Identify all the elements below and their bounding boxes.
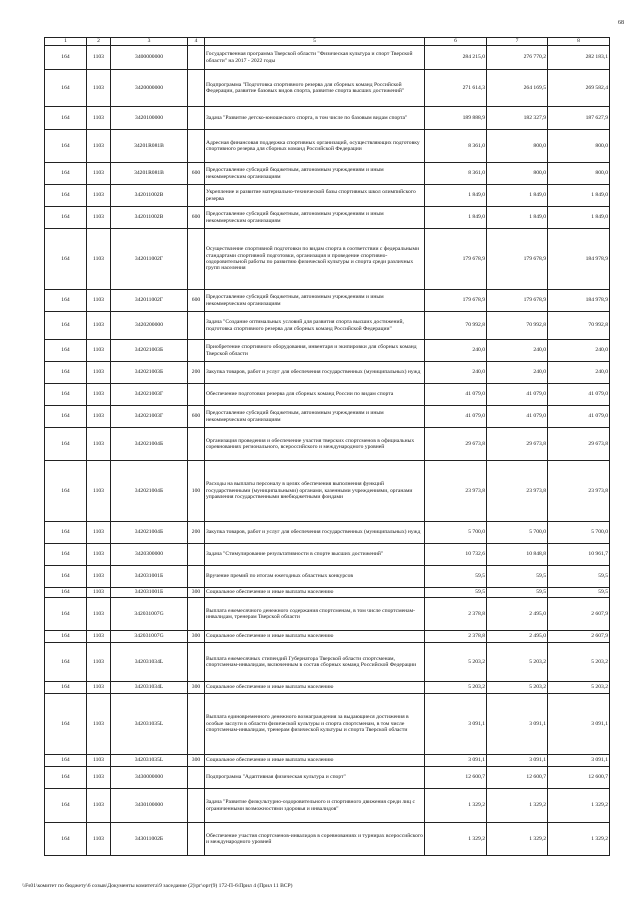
cell-section-code: 1103 xyxy=(87,46,111,70)
cell-amount-year-1: 2 378,8 xyxy=(425,631,487,643)
cell-target-article: 3430100000 xyxy=(111,789,188,823)
cell-amount-year-1: 284 215,0 xyxy=(425,46,487,70)
cell-amount-year-2: 59,5 xyxy=(487,588,548,598)
cell-amount-year-1: 2 378,8 xyxy=(425,598,487,631)
cell-description: Социальное обеспечение и иные выплаты населению xyxy=(205,588,425,598)
cell-section-code: 1103 xyxy=(87,461,111,522)
table-row xyxy=(45,185,610,207)
table-row xyxy=(45,130,610,163)
cell-chapter-code: 164 xyxy=(45,767,87,789)
cell-section-code: 1103 xyxy=(87,384,111,406)
cell-amount-year-2: 59,5 xyxy=(487,566,548,588)
cell-amount-year-2: 2 495,0 xyxy=(487,598,548,631)
cell-amount-year-1: 3 091,1 xyxy=(425,755,487,767)
cell-target-article: 342021004Б xyxy=(111,522,188,544)
cell-amount-year-3: 5 203,2 xyxy=(548,682,610,694)
cell-chapter-code: 164 xyxy=(45,643,87,682)
cell-section-code: 1103 xyxy=(87,229,111,290)
cell-target-article: 3420200000 xyxy=(111,312,188,340)
table-body xyxy=(45,46,610,856)
cell-expense-type xyxy=(188,544,205,566)
cell-description: Задача "Стимулирование результативности в спорте высших достижений" xyxy=(205,544,425,566)
cell-chapter-code: 164 xyxy=(45,312,87,340)
cell-amount-year-2: 41 079,0 xyxy=(487,406,548,428)
cell-description: Выплата ежемесячного денежного содержания спортсменам, в том числе спортсменам-инвалидам, тренерам Тверской области xyxy=(205,598,425,631)
cell-expense-type xyxy=(188,566,205,588)
column-header: 8 xyxy=(548,38,610,46)
cell-description: Укрепление и развитие материально-технической базы спортивных школ олимпийского резерва xyxy=(205,185,425,207)
cell-expense-type xyxy=(188,789,205,823)
cell-expense-type: 600 xyxy=(188,163,205,185)
cell-amount-year-2: 1 849,0 xyxy=(487,185,548,207)
cell-amount-year-3: 41 079,0 xyxy=(548,406,610,428)
cell-amount-year-1: 1 329,2 xyxy=(425,823,487,856)
table-row xyxy=(45,163,610,185)
footer-file-path: \\Fs01\комитет по бюджету\6 созыв\Документы комитета\9 заседание (2)\рг\орг(9) 172-П-6\Прил 4 (Прил 11 ВСР) xyxy=(22,883,293,889)
cell-target-article: 342011002Г xyxy=(111,290,188,312)
cell-chapter-code: 164 xyxy=(45,207,87,229)
cell-description: Задача "Развитие физкультурно-оздоровительного и спортивного движения среди лиц с ограниченными возможностями здоровья и инвалидов" xyxy=(205,789,425,823)
cell-chapter-code: 164 xyxy=(45,340,87,362)
cell-amount-year-3: 800,0 xyxy=(548,130,610,163)
cell-description: Организация проведения и обеспечение участия тверских спортсменов в официальных соревнованиях регионального, всероссийского и международного уровней xyxy=(205,428,425,461)
cell-description: Обеспечение подготовки резерва для сборных команд России по видам спорта xyxy=(205,384,425,406)
cell-expense-type xyxy=(188,70,205,107)
table-row xyxy=(45,46,610,70)
cell-section-code: 1103 xyxy=(87,163,111,185)
cell-amount-year-2: 800,0 xyxy=(487,130,548,163)
table-row xyxy=(45,631,610,643)
table-row xyxy=(45,461,610,522)
cell-target-article: 342021003Б xyxy=(111,362,188,384)
cell-amount-year-3: 2 607,9 xyxy=(548,631,610,643)
cell-amount-year-2: 240,0 xyxy=(487,362,548,384)
cell-amount-year-1: 8 361,0 xyxy=(425,130,487,163)
cell-chapter-code: 164 xyxy=(45,566,87,588)
table-row xyxy=(45,384,610,406)
cell-amount-year-3: 29 673,8 xyxy=(548,428,610,461)
cell-section-code: 1103 xyxy=(87,312,111,340)
cell-chapter-code: 164 xyxy=(45,46,87,70)
table-row xyxy=(45,566,610,588)
cell-amount-year-3: 23 973,8 xyxy=(548,461,610,522)
table-row xyxy=(45,107,610,130)
cell-target-article: 342011002В xyxy=(111,185,188,207)
cell-chapter-code: 164 xyxy=(45,461,87,522)
cell-amount-year-3: 12 600,7 xyxy=(548,767,610,789)
cell-chapter-code: 164 xyxy=(45,694,87,755)
cell-description: Расходы на выплаты персоналу в целях обеспечения выполнения функций государственными (муниципальными) органами, казенными учреждениями, органами управления государственными внебюджетными фондами xyxy=(205,461,425,522)
cell-expense-type: 600 xyxy=(188,290,205,312)
cell-target-article: 3420100000 xyxy=(111,107,188,130)
cell-amount-year-1: 3 091,1 xyxy=(425,694,487,755)
cell-amount-year-3: 184 978,9 xyxy=(548,290,610,312)
cell-description: Осуществление спортивной подготовки по видам спорта в соответствии с федеральными стандартами спортивной подготовки, организация и проведение спортивно-оздоровительной работы по развитию физической культуры и спорта среди различных групп населения xyxy=(205,229,425,290)
cell-target-article: 342031035L xyxy=(111,694,188,755)
cell-amount-year-3: 41 079,0 xyxy=(548,384,610,406)
table-row xyxy=(45,70,610,107)
column-header: 6 xyxy=(425,38,487,46)
column-header: 7 xyxy=(487,38,548,46)
cell-amount-year-3: 70 992,8 xyxy=(548,312,610,340)
cell-amount-year-2: 12 600,7 xyxy=(487,767,548,789)
cell-description: Подпрограмма "Адаптивная физическая культура и спорт" xyxy=(205,767,425,789)
cell-description: Закупка товаров, работ и услуг для обеспечения государственных (муниципальных) нужд xyxy=(205,522,425,544)
cell-target-article: 34201R081В xyxy=(111,163,188,185)
cell-expense-type: 600 xyxy=(188,406,205,428)
cell-amount-year-3: 1 329,2 xyxy=(548,823,610,856)
cell-description: Социальное обеспечение и иные выплаты населению xyxy=(205,631,425,643)
cell-description: Обеспечение участия спортсменов-инвалидов в соревнованиях и турнирах всероссийского и международного уровней xyxy=(205,823,425,856)
table-row xyxy=(45,207,610,229)
cell-amount-year-1: 59,5 xyxy=(425,566,487,588)
cell-expense-type: 600 xyxy=(188,207,205,229)
table-header-row xyxy=(45,38,610,46)
cell-amount-year-1: 29 673,8 xyxy=(425,428,487,461)
column-header: 2 xyxy=(87,38,111,46)
cell-expense-type: 300 xyxy=(188,631,205,643)
page-number: 68 xyxy=(618,20,624,26)
cell-amount-year-3: 2 607,9 xyxy=(548,598,610,631)
cell-expense-type xyxy=(188,229,205,290)
cell-section-code: 1103 xyxy=(87,207,111,229)
table-row xyxy=(45,290,610,312)
cell-amount-year-3: 3 091,1 xyxy=(548,694,610,755)
cell-amount-year-1: 1 849,0 xyxy=(425,207,487,229)
table-row xyxy=(45,789,610,823)
cell-section-code: 1103 xyxy=(87,694,111,755)
cell-amount-year-1: 10 732,6 xyxy=(425,544,487,566)
cell-amount-year-1: 23 973,8 xyxy=(425,461,487,522)
cell-target-article: 342021003Г xyxy=(111,406,188,428)
table-row xyxy=(45,362,610,384)
cell-description: Выплата единовременного денежного вознаграждения за выдающиеся достижения в особые заслуги в области физической культуры и спорта спортсменам, в том числе спортсменам-инвалидам, тренерам физической культуры и спорта Тверской области xyxy=(205,694,425,755)
cell-amount-year-1: 1 849,0 xyxy=(425,185,487,207)
cell-section-code: 1103 xyxy=(87,823,111,856)
cell-chapter-code: 164 xyxy=(45,823,87,856)
cell-expense-type: 300 xyxy=(188,588,205,598)
cell-chapter-code: 164 xyxy=(45,544,87,566)
cell-amount-year-2: 70 992,8 xyxy=(487,312,548,340)
cell-section-code: 1103 xyxy=(87,643,111,682)
cell-expense-type xyxy=(188,767,205,789)
cell-amount-year-2: 5 203,2 xyxy=(487,682,548,694)
column-header: 1 xyxy=(45,38,87,46)
cell-expense-type xyxy=(188,384,205,406)
cell-expense-type xyxy=(188,694,205,755)
cell-target-article: 3420000000 xyxy=(111,70,188,107)
cell-amount-year-2: 5 700,0 xyxy=(487,522,548,544)
cell-amount-year-2: 179 678,9 xyxy=(487,229,548,290)
cell-chapter-code: 164 xyxy=(45,631,87,643)
cell-amount-year-3: 282 183,1 xyxy=(548,46,610,70)
cell-section-code: 1103 xyxy=(87,340,111,362)
cell-amount-year-3: 240,0 xyxy=(548,362,610,384)
cell-expense-type xyxy=(188,643,205,682)
cell-chapter-code: 164 xyxy=(45,229,87,290)
table-row xyxy=(45,598,610,631)
cell-amount-year-3: 10 961,7 xyxy=(548,544,610,566)
cell-description: Выплата ежемесячных стипендий Губернатора Тверской области спортсменам, спортсменам-инвалидам, включенным в состав сборных команд Российской Федерации xyxy=(205,643,425,682)
cell-amount-year-2: 10 848,8 xyxy=(487,544,548,566)
cell-chapter-code: 164 xyxy=(45,598,87,631)
cell-expense-type xyxy=(188,312,205,340)
table-row xyxy=(45,755,610,767)
cell-amount-year-1: 5 203,2 xyxy=(425,643,487,682)
cell-chapter-code: 164 xyxy=(45,384,87,406)
table-row xyxy=(45,694,610,755)
cell-amount-year-3: 800,0 xyxy=(548,163,610,185)
cell-section-code: 1103 xyxy=(87,130,111,163)
table-row xyxy=(45,428,610,461)
cell-target-article: 34201R081В xyxy=(111,130,188,163)
cell-expense-type: 200 xyxy=(188,522,205,544)
table-row xyxy=(45,522,610,544)
cell-expense-type xyxy=(188,107,205,130)
cell-amount-year-2: 5 203,2 xyxy=(487,643,548,682)
cell-amount-year-1: 271 614,3 xyxy=(425,70,487,107)
cell-chapter-code: 164 xyxy=(45,107,87,130)
cell-description: Предоставление субсидий бюджетным, автономным учреждениям и иным некоммерческим организациям xyxy=(205,163,425,185)
table-row xyxy=(45,340,610,362)
cell-amount-year-1: 59,5 xyxy=(425,588,487,598)
table-row xyxy=(45,229,610,290)
cell-amount-year-2: 41 079,0 xyxy=(487,384,548,406)
cell-chapter-code: 164 xyxy=(45,682,87,694)
column-header: 5 xyxy=(205,38,425,46)
cell-expense-type xyxy=(188,185,205,207)
column-header: 3 xyxy=(111,38,188,46)
table-row xyxy=(45,767,610,789)
cell-description: Государственная программа Тверской области "Физическая культура и спорт Тверской области" на 2017 - 2022 годы xyxy=(205,46,425,70)
cell-target-article: 342011002Г xyxy=(111,229,188,290)
cell-section-code: 1103 xyxy=(87,428,111,461)
cell-description: Подпрограмма "Подготовка спортивного резерва для сборных команд Российской Федерации, развитие базовых видов спорта, развитие спорта высших достижений" xyxy=(205,70,425,107)
cell-chapter-code: 164 xyxy=(45,428,87,461)
cell-section-code: 1103 xyxy=(87,598,111,631)
cell-description: Задача "Развитие детско-юношеского спорта, в том числе по базовым видам спорта" xyxy=(205,107,425,130)
cell-chapter-code: 164 xyxy=(45,789,87,823)
cell-expense-type xyxy=(188,130,205,163)
table-row xyxy=(45,682,610,694)
cell-amount-year-2: 182 327,9 xyxy=(487,107,548,130)
cell-description: Закупка товаров, работ и услуг для обеспечения государственных (муниципальных) нужд xyxy=(205,362,425,384)
cell-chapter-code: 164 xyxy=(45,755,87,767)
cell-amount-year-2: 1 329,2 xyxy=(487,823,548,856)
cell-amount-year-1: 41 079,0 xyxy=(425,384,487,406)
cell-expense-type xyxy=(188,598,205,631)
cell-section-code: 1103 xyxy=(87,70,111,107)
cell-amount-year-2: 179 678,9 xyxy=(487,290,548,312)
cell-amount-year-2: 3 091,1 xyxy=(487,694,548,755)
cell-target-article: 3420300000 xyxy=(111,544,188,566)
cell-amount-year-3: 1 329,2 xyxy=(548,789,610,823)
cell-amount-year-1: 179 678,9 xyxy=(425,229,487,290)
cell-section-code: 1103 xyxy=(87,682,111,694)
cell-chapter-code: 164 xyxy=(45,130,87,163)
cell-description: Социальное обеспечение и иные выплаты населению xyxy=(205,682,425,694)
cell-amount-year-1: 1 329,2 xyxy=(425,789,487,823)
cell-expense-type xyxy=(188,823,205,856)
table-row xyxy=(45,312,610,340)
cell-amount-year-2: 1 849,0 xyxy=(487,207,548,229)
cell-section-code: 1103 xyxy=(87,566,111,588)
cell-target-article: 342021003Б xyxy=(111,340,188,362)
cell-expense-type xyxy=(188,428,205,461)
cell-amount-year-1: 41 079,0 xyxy=(425,406,487,428)
cell-amount-year-3: 187 627,9 xyxy=(548,107,610,130)
cell-section-code: 1103 xyxy=(87,362,111,384)
cell-section-code: 1103 xyxy=(87,789,111,823)
cell-expense-type: 100 xyxy=(188,461,205,522)
cell-target-article: 3400000000 xyxy=(111,46,188,70)
cell-amount-year-1: 12 600,7 xyxy=(425,767,487,789)
cell-amount-year-3: 184 978,9 xyxy=(548,229,610,290)
cell-amount-year-1: 8 361,0 xyxy=(425,163,487,185)
cell-target-article: 342031034L xyxy=(111,682,188,694)
cell-expense-type: 300 xyxy=(188,755,205,767)
cell-section-code: 1103 xyxy=(87,185,111,207)
cell-description: Социальное обеспечение и иные выплаты населению xyxy=(205,755,425,767)
cell-amount-year-2: 2 495,0 xyxy=(487,631,548,643)
cell-target-article: 342031007G xyxy=(111,631,188,643)
cell-chapter-code: 164 xyxy=(45,163,87,185)
cell-target-article: 342031034L xyxy=(111,643,188,682)
cell-amount-year-1: 240,0 xyxy=(425,340,487,362)
cell-section-code: 1103 xyxy=(87,544,111,566)
cell-expense-type xyxy=(188,340,205,362)
cell-description: Предоставление субсидий бюджетным, автономным учреждениям и иным некоммерческим организациям xyxy=(205,406,425,428)
cell-amount-year-3: 1 849,0 xyxy=(548,185,610,207)
cell-chapter-code: 164 xyxy=(45,362,87,384)
cell-expense-type xyxy=(188,46,205,70)
cell-amount-year-1: 179 678,9 xyxy=(425,290,487,312)
cell-description: Адресная финансовая поддержка спортивных организаций, осуществляющих подготовку спортивного резерва для сборных команд Российской Федерации xyxy=(205,130,425,163)
table-row xyxy=(45,643,610,682)
cell-amount-year-3: 5 203,2 xyxy=(548,643,610,682)
cell-expense-type: 300 xyxy=(188,682,205,694)
cell-amount-year-3: 5 700,0 xyxy=(548,522,610,544)
cell-target-article: 342031007G xyxy=(111,598,188,631)
cell-amount-year-1: 189 888,9 xyxy=(425,107,487,130)
cell-amount-year-1: 5 700,0 xyxy=(425,522,487,544)
cell-section-code: 1103 xyxy=(87,290,111,312)
cell-amount-year-3: 59,5 xyxy=(548,566,610,588)
cell-amount-year-2: 276 770,2 xyxy=(487,46,548,70)
cell-amount-year-2: 800,0 xyxy=(487,163,548,185)
cell-chapter-code: 164 xyxy=(45,406,87,428)
cell-section-code: 1103 xyxy=(87,406,111,428)
cell-target-article: 342021004Б xyxy=(111,461,188,522)
cell-description: Предоставление субсидий бюджетным, автономным учреждениям и иным некоммерческим организациям xyxy=(205,207,425,229)
cell-section-code: 1103 xyxy=(87,755,111,767)
cell-target-article: 342021003Г xyxy=(111,384,188,406)
cell-target-article: 342031001Б xyxy=(111,566,188,588)
cell-amount-year-3: 59,5 xyxy=(548,588,610,598)
cell-expense-type: 200 xyxy=(188,362,205,384)
cell-amount-year-2: 240,0 xyxy=(487,340,548,362)
budget-table xyxy=(44,37,610,856)
cell-amount-year-2: 23 973,8 xyxy=(487,461,548,522)
cell-chapter-code: 164 xyxy=(45,522,87,544)
cell-target-article: 342031035L xyxy=(111,755,188,767)
cell-section-code: 1103 xyxy=(87,767,111,789)
cell-amount-year-3: 3 091,1 xyxy=(548,755,610,767)
cell-amount-year-2: 3 091,1 xyxy=(487,755,548,767)
cell-section-code: 1103 xyxy=(87,588,111,598)
cell-chapter-code: 164 xyxy=(45,70,87,107)
cell-amount-year-3: 1 849,0 xyxy=(548,207,610,229)
table-row xyxy=(45,544,610,566)
cell-amount-year-2: 1 329,2 xyxy=(487,789,548,823)
cell-target-article: 342021004Б xyxy=(111,428,188,461)
table-row xyxy=(45,823,610,856)
cell-amount-year-1: 70 992,8 xyxy=(425,312,487,340)
cell-section-code: 1103 xyxy=(87,107,111,130)
cell-chapter-code: 164 xyxy=(45,290,87,312)
cell-amount-year-3: 269 582,4 xyxy=(548,70,610,107)
cell-amount-year-1: 240,0 xyxy=(425,362,487,384)
cell-description: Вручение премий по итогам ежегодных областных конкурсов xyxy=(205,566,425,588)
cell-amount-year-1: 5 203,2 xyxy=(425,682,487,694)
cell-section-code: 1103 xyxy=(87,522,111,544)
cell-chapter-code: 164 xyxy=(45,185,87,207)
cell-amount-year-3: 240,0 xyxy=(548,340,610,362)
cell-target-article: 3430000000 xyxy=(111,767,188,789)
cell-target-article: 342031001Б xyxy=(111,588,188,598)
cell-amount-year-2: 264 169,5 xyxy=(487,70,548,107)
cell-chapter-code: 164 xyxy=(45,588,87,598)
cell-amount-year-2: 29 673,8 xyxy=(487,428,548,461)
cell-target-article: 343011002Б xyxy=(111,823,188,856)
table-row xyxy=(45,406,610,428)
cell-description: Приобретение спортивного оборудования, инвентаря и экипировки для сборных команд Тверской области xyxy=(205,340,425,362)
cell-description: Задача "Создание оптимальных условий для развития спорта высших достижений, подготовка спортивного резерва для сборных команд Российской Федерации" xyxy=(205,312,425,340)
cell-target-article: 342011002В xyxy=(111,207,188,229)
table-row xyxy=(45,588,610,598)
column-header: 4 xyxy=(188,38,205,46)
cell-description: Предоставление субсидий бюджетным, автономным учреждениям и иным некоммерческим организациям xyxy=(205,290,425,312)
cell-section-code: 1103 xyxy=(87,631,111,643)
